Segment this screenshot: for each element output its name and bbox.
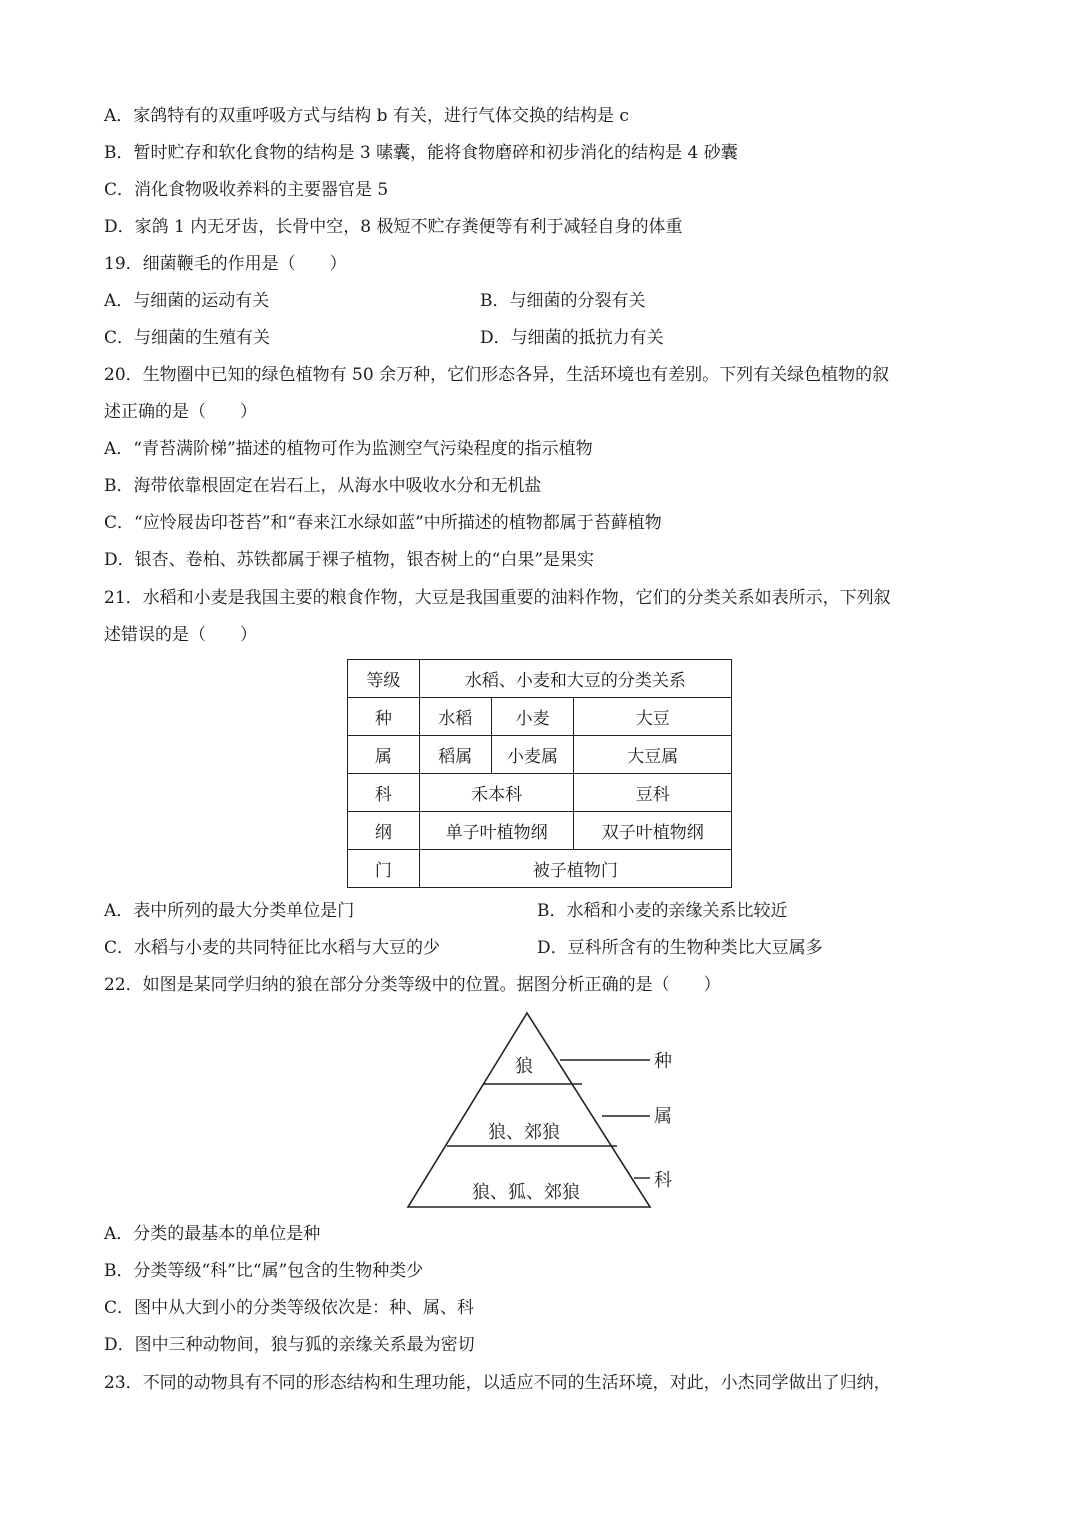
table-row: [348, 736, 732, 774]
q21-option-a: A．表中所列的最大分类单位是门: [104, 901, 355, 921]
q19-option-a: A．与细菌的运动有关: [104, 291, 270, 311]
table-cell: 等级: [348, 660, 420, 698]
q19-stem: 19．细菌鞭毛的作用是（ ）: [104, 254, 347, 274]
table-cell: 大豆: [574, 698, 732, 736]
q20-option-c: C．“应怜屐齿印苍苔”和“春来江水绿如蓝”中所描述的植物都属于苔藓植物: [104, 513, 662, 533]
table-cell: 大豆属: [574, 736, 732, 774]
table-cell: 单子叶植物纲: [419, 812, 574, 850]
level-label-species: 种: [654, 1051, 672, 1072]
q20-stem-line2: 述正确的是（ ）: [104, 402, 257, 422]
q21-option-d: D．豆科所含有的生物种类比大豆属多: [537, 938, 823, 958]
q20-option-d: D．银杏、卷柏、苏铁都属于裸子植物，银杏树上的“白果”是果实: [104, 550, 595, 570]
q20-option-b: B．海带依靠根固定在岩石上，从海水中吸收水分和无机盐: [104, 476, 542, 496]
table-cell: 小麦属: [491, 736, 574, 774]
table-header-title: 水稻、小麦和大豆的分类关系: [419, 660, 731, 698]
level-label-family: 科: [654, 1170, 672, 1191]
q23-stem-line1: 23．不同的动物具有不同的形态结构和生理功能，以适应不同的生活环境，对此，小杰同学做出了归纳，: [104, 1373, 891, 1393]
table-cell: 豆科: [574, 774, 732, 812]
table-cell: 被子植物门: [419, 850, 731, 888]
q18-option-b: B．暂时贮存和软化食物的结构是 3 嗉囊，能将食物磨碎和初步消化的结构是 4 砂囊: [104, 143, 738, 163]
table-cell: 稻属: [419, 736, 491, 774]
pyramid-tier-genus: 狼、郊狼: [488, 1122, 560, 1143]
table-row: [348, 774, 732, 812]
q22-option-a: A．分类的最基本的单位是种: [104, 1224, 321, 1244]
level-label-genus: 属: [654, 1106, 672, 1127]
q19-option-d: D．与细菌的抵抗力有关: [480, 328, 664, 348]
classification-table: [347, 659, 732, 888]
pyramid-outline: [408, 1013, 650, 1207]
table-row: [348, 660, 732, 698]
q18-option-d: D．家鸽 1 内无牙齿，长骨中空，8 极短不贮存粪便等有利于减轻自身的体重: [104, 217, 683, 237]
q22-option-b: B．分类等级“科”比“属”包含的生物种类少: [104, 1261, 424, 1281]
table-cell: 禾本科: [419, 774, 574, 812]
q20-stem-line1: 20．生物圈中已知的绿色植物有 50 余万种，它们形态各异，生活环境也有差别。下列有关绿色植物的叙: [104, 365, 890, 385]
table-cell: 属: [348, 736, 420, 774]
q19-option-c: C．与细菌的生殖有关: [104, 328, 271, 348]
table-cell: 双子叶植物纲: [574, 812, 732, 850]
q19-option-b: B．与细菌的分裂有关: [480, 291, 646, 311]
table-row: [348, 812, 732, 850]
q21-option-b: B．水稻和小麦的亲缘关系比较近: [537, 901, 788, 921]
table-cell: 水稻: [419, 698, 491, 736]
taxonomy-pyramid-diagram: [400, 1005, 690, 1215]
q21-stem-line1: 21．水稻和小麦是我国主要的粮食作物，大豆是我国重要的油料作物，它们的分类关系如表所示，下列叙: [104, 588, 891, 608]
q18-option-c: C．消化食物吸收养料的主要器官是 5: [104, 180, 389, 200]
q21-option-c: C．水稻与小麦的共同特征比水稻与大豆的少: [104, 938, 441, 958]
table-cell: 纲: [348, 812, 420, 850]
table-cell: 小麦: [491, 698, 574, 736]
table-cell: 种: [348, 698, 420, 736]
q22-option-c: C．图中从大到小的分类等级依次是：种、属、科: [104, 1298, 475, 1318]
q18-option-a: A．家鸽特有的双重呼吸方式与结构 b 有关，进行气体交换的结构是 c: [104, 106, 629, 126]
q22-option-d: D．图中三种动物间，狼与狐的亲缘关系最为密切: [104, 1335, 475, 1355]
table-row: [348, 698, 732, 736]
table-cell: 科: [348, 774, 420, 812]
table-cell: 门: [348, 850, 420, 888]
table-row: [348, 850, 732, 888]
pyramid-tier-species: 狼: [515, 1056, 533, 1077]
q20-option-a: A．“青苔满阶梯”描述的植物可作为监测空气污染程度的指示植物: [104, 439, 593, 459]
q22-stem: 22．如图是某同学归纳的狼在部分分类等级中的位置。据图分析正确的是（ ）: [104, 975, 721, 995]
q21-stem-line2: 述错误的是（ ）: [104, 625, 257, 645]
pyramid-tier-family: 狼、狐、郊狼: [472, 1182, 580, 1203]
